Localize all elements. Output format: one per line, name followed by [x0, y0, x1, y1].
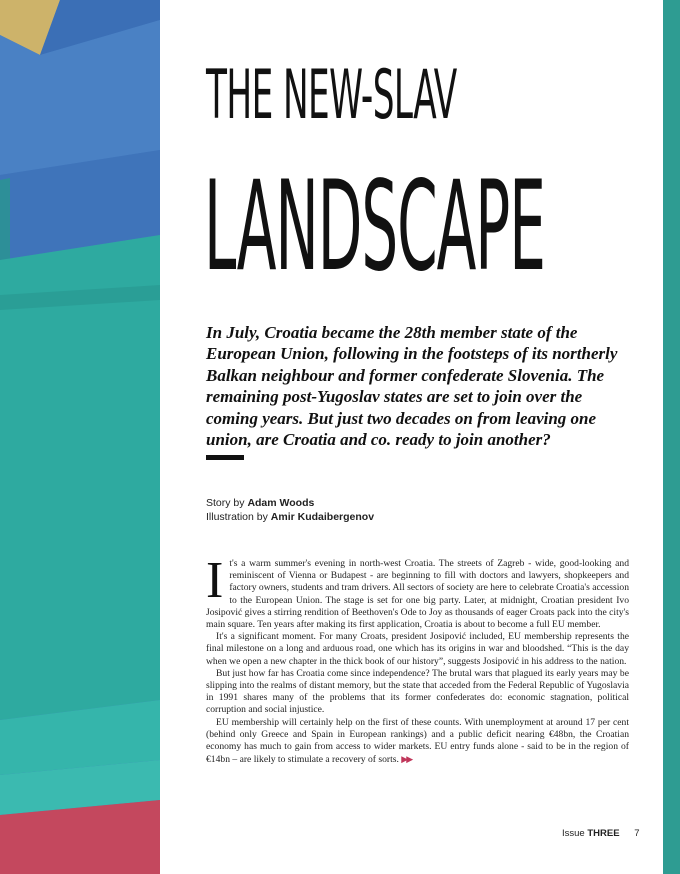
issue-label: Issue [562, 828, 585, 839]
page-number: 7 [634, 828, 640, 839]
paragraph-text: t's a warm summer's evening in north-west Croatia. The streets of Zagreb - wide, good-looking and reminiscent of Vienna or Budapest - are beginning to fill with doctors and lawyers, shopkeepers and factory owners, students and tram drivers. All sectors of society are here to celebrate Croatia's accession to the European Union. The stage is set for one big party. Later, at midnight, Croatian president Ivo Josipović gives a stirring rendition of Beethoven's Ode to Joy as thousands of eager Croats pack into the city's main square. Ten years after making its first application, Croatia is about to become a full EU member. [206, 558, 629, 631]
cover-illustration [0, 0, 160, 874]
illustration-author: Amir Kudaibergenov [270, 511, 375, 523]
paragraph-text: EU membership will certainly help on the first of these counts. With unemployment at around 17 per cent (behind only Greece and Spain in European rankings) and a public deficit nearing €48bn, the Croatian economy has much to gain from access to wider markets. EU entry funds alone - said to be in the region of €14bn – are likely to stimulate a recovery of sorts. [206, 716, 629, 766]
story-credit [206, 496, 374, 510]
article-paragraph: It's a significant moment. For many Croats, president Josipović included, EU membership represents the final milestone on a long and arduous road, one which has its origins in war and bloodshed. “This is the day when we open a new chapter in the thick book of our history”, suggests Josipović in his address to the nation. [206, 631, 629, 667]
drop-cap: I [206, 552, 224, 609]
article-paragraph [206, 717, 629, 767]
page-footer [562, 828, 640, 839]
illustration-credit [206, 510, 374, 524]
story-credit-label: Story by [206, 497, 245, 509]
issue-value: THREE [587, 828, 620, 839]
divider-rule [206, 455, 244, 460]
story-author: Adam Woods [247, 497, 315, 509]
headline-line-1: THE NEW-SLAV [206, 56, 457, 135]
end-of-article-icon: ▶▶ [401, 754, 412, 765]
article-body [206, 552, 629, 766]
illustration-credit-label: Illustration by [206, 511, 268, 523]
accent-strip [663, 0, 680, 874]
article-paragraph [206, 552, 629, 631]
standfirst: In July, Croatia became the 28th member state of the European Union, following in the footsteps of its northerly Balkan neighbour and former confederate Slovenia. The remaining post-Yugoslav states are set to join over the coming years. But just two decades on from leaving one union, are Croatia and co. ready to join another? [206, 323, 618, 450]
byline [206, 496, 374, 524]
headline-line-2: LANDSCAPE [204, 155, 545, 299]
article-paragraph: But just how far has Croatia come since independence? The brutal wars that plagued its early years may be slipping into the realms of distant memory, but the state that acceded from the Federal Republic of Yugoslavia in 1991 shares many of the problems that its former confederates do: economic stagnation, political corruption and social injustice. [206, 667, 629, 716]
